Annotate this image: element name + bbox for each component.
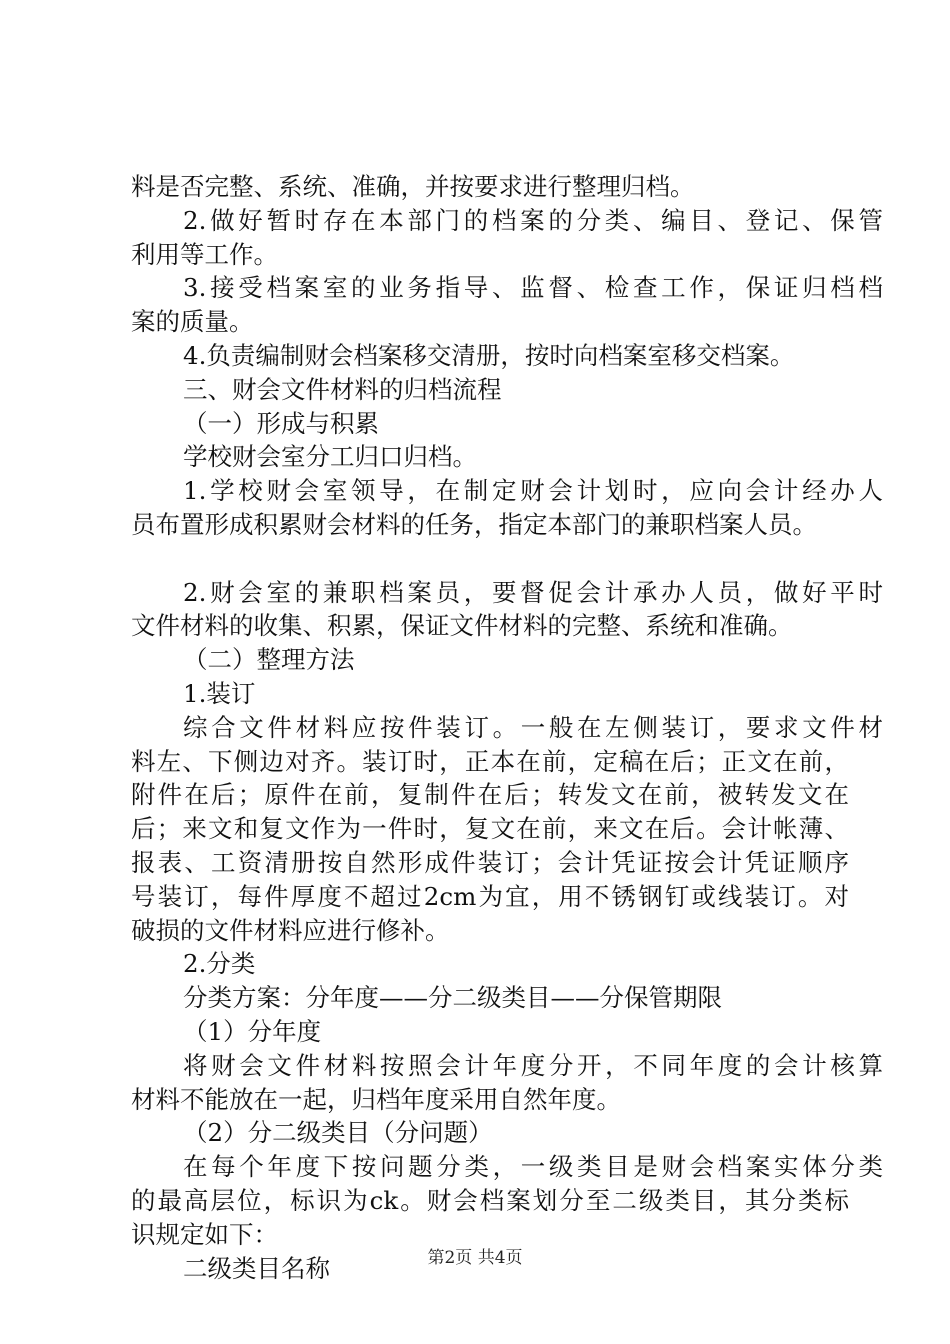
text-line: 材料不能放在一起，归档年度采用自然年度。 [131,1084,621,1114]
text-line: 后；来文和复文作为一件时，复文在前，来文在后。会计帐薄、 [131,814,849,844]
item-heading: （1）分年度 [183,1016,322,1046]
text-line: 分类方案：分年度——分二级类目——分保管期限 [183,983,722,1013]
text-line: 二级类目名称 [183,1253,330,1283]
document-body [131,170,883,1285]
text-line: 破损的文件材料应进行修补。 [131,915,450,945]
page-number-footer: 第2页 共4页 [427,1248,523,1268]
text-line: 2.财会室的兼职档案员，要督促会计承办人员，做好平时 [183,577,883,607]
subsection-heading: （一）形成与积累 [183,408,379,438]
text-line: 1.学校财会室领导，在制定财会计划时，应向会计经办人 [183,476,883,506]
text-line: 报表、工资清册按自然形成件装订；会计凭证按会计凭证顺序 [131,847,849,877]
text-line: 综合文件材料应按件装订。一般在左侧装订，要求文件材 [183,712,883,742]
text-line: 附件在后；原件在前，复制件在后；转发文在前，被转发文在 [131,780,849,810]
item-heading: （2）分二级类目（分问题） [183,1118,493,1148]
text-line: 料是否完整、系统、准确，并按要求进行整理归档。 [131,172,695,201]
section-heading: 三、财会文件材料的归档流程 [183,374,502,404]
text-line: 学校财会室分工归口归档。 [183,442,477,472]
text-line: 号装订，每件厚度不超过2cm为宜，用不锈钢钉或线装订。对 [131,881,849,911]
text-line: 在每个年度下按问题分类，一级类目是财会档案实体分类 [183,1152,883,1182]
item-heading: 1.装订 [183,678,256,708]
text-line: 2.做好暂时存在本部门的档案的分类、编目、登记、保管 [183,205,883,235]
text-line: 3.接受档案室的业务指导、监督、检查工作，保证归档档 [183,273,883,303]
text-line: 4.负责编制财会档案移交清册，按时向档案室移交档案。 [183,340,795,370]
text-line: 识规定如下： [131,1219,278,1249]
text-line: 文件材料的收集、积累，保证文件材料的完整、系统和准确。 [131,611,793,641]
text-line: 料左、下侧边对齐。装订时，正本在前，定稿在后；正文在前， [131,746,849,776]
text-line: 将财会文件材料按照会计年度分开，不同年度的会计核算 [183,1050,883,1080]
text-line: 员布置形成积累财会材料的任务，指定本部门的兼职档案人员。 [131,509,817,539]
text-line: 的最高层位，标识为ck。财会档案划分至二级类目，其分类标 [131,1185,849,1215]
blank-line [131,542,851,576]
subsection-heading: （二）整理方法 [183,645,355,675]
text-line: 案的质量。 [131,307,254,337]
item-heading: 2.分类 [183,949,256,979]
text-line: 利用等工作。 [131,239,278,269]
